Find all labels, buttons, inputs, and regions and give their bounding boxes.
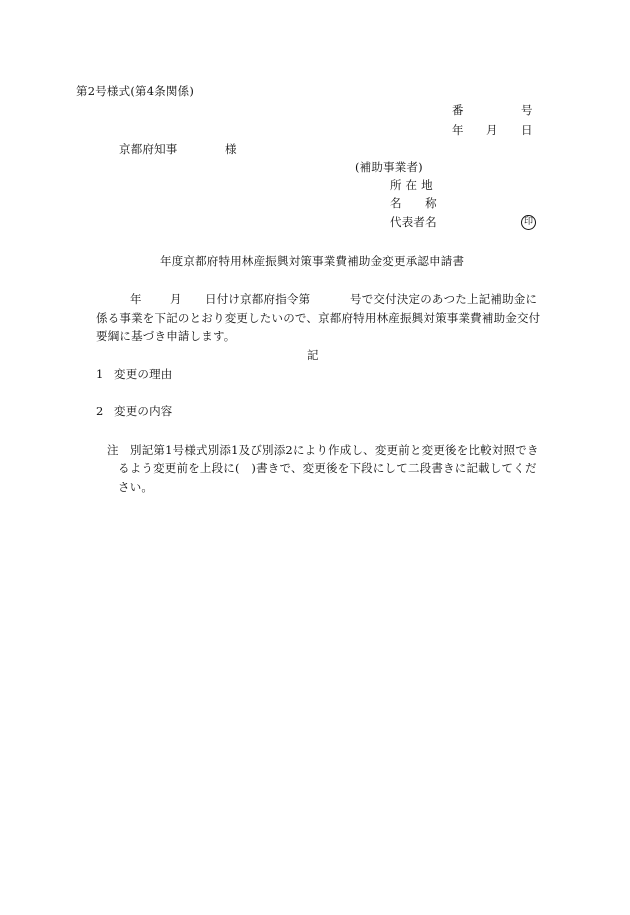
addressee-honorific: 様 xyxy=(225,142,237,156)
date-day: 日 xyxy=(521,123,533,137)
number-prefix: 番 xyxy=(452,103,464,117)
number-suffix: 号 xyxy=(521,103,533,117)
seal-mark: 印 xyxy=(521,215,536,230)
item-1-label: 変更の理由 xyxy=(114,367,173,381)
item-2-number: 2 xyxy=(96,404,104,418)
note-line1: 別記第1号様式別添1及び別添2により作成し、変更前と変更後を比較対照でき xyxy=(130,443,539,457)
date-year: 年 xyxy=(452,123,464,137)
applicant-heading: (補助事業者) xyxy=(355,160,423,174)
ki-heading: 記 xyxy=(307,348,319,362)
body-line1-mid: 日付け京都府指令第 xyxy=(205,292,311,306)
body-year: 年 xyxy=(130,292,142,306)
form-label: 第2号様式(第4条関係) xyxy=(76,84,195,98)
body-month: 月 xyxy=(170,292,182,306)
note-line3: さい。 xyxy=(118,480,154,494)
note-line2: るよう変更前を上段に( )書きで、変更後を下段にして二段書きに記載してくだ xyxy=(118,461,537,475)
item-1-number: 1 xyxy=(96,367,104,381)
body-line2: 係る事業を下記のとおり変更したいので、京都府特用林産振興対策事業費補助金交付 xyxy=(96,311,541,325)
representative-label: 代表者名 xyxy=(390,215,437,229)
address-label: 所 在 地 xyxy=(390,178,433,192)
document-title: 年度京都府特用林産振興対策事業費補助金変更承認申請書 xyxy=(160,254,465,268)
note-prefix: 注 xyxy=(107,443,119,457)
name-label: 名 称 xyxy=(390,196,437,210)
addressee-title: 京都府知事 xyxy=(119,142,178,156)
item-2-label: 変更の内容 xyxy=(114,404,173,418)
date-month: 月 xyxy=(486,123,498,137)
body-line1-end: 号で交付決定のあつた上記補助金に xyxy=(350,292,538,306)
body-line3: 要綱に基づき申請します。 xyxy=(96,329,236,343)
